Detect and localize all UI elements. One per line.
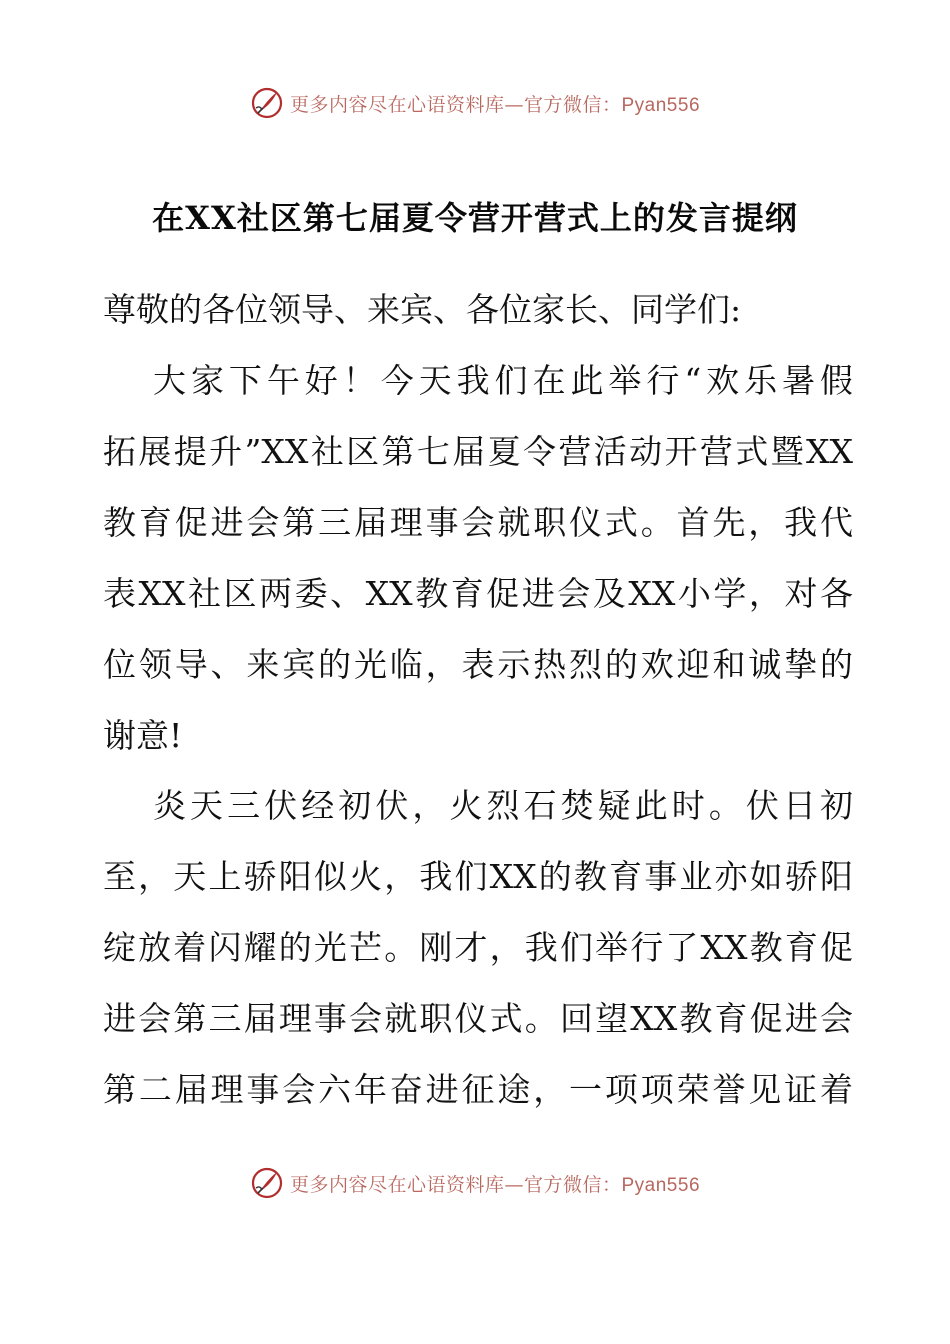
- footer-watermark: [0, 1163, 950, 1203]
- paragraph-line: 大家下午好！今天我们在此举行“欢乐暑假: [153, 361, 853, 400]
- watermark-wechat-id: Pyan556: [621, 1174, 701, 1196]
- watermark-text: 更多内容尽在心语资料库—官方微信：Pyan556: [289, 93, 701, 116]
- paragraph-1: [103, 345, 853, 771]
- salutation-line: 尊敬的各位领导、来宾、各位家长、同学们:: [103, 290, 742, 329]
- salutation: [103, 274, 853, 345]
- paragraph-line: 第二届理事会六年奋进征途，一项项荣誉见证着: [103, 1070, 853, 1109]
- watermark-wechat-id: Pyan556: [621, 94, 701, 116]
- paragraph-2: [103, 770, 853, 1125]
- quill-pen-logo-icon: [250, 86, 284, 120]
- paragraph-line: 谢意!: [103, 716, 183, 755]
- header-watermark: [0, 83, 950, 123]
- watermark-text: 更多内容尽在心语资料库—官方微信：Pyan556: [289, 1173, 701, 1196]
- paragraph-line: 表XX社区两委、XX教育促进会及XX小学，对各: [103, 574, 853, 613]
- paragraph-line: 教育促进会第三届理事会就职仪式。首先，我代: [103, 503, 853, 542]
- paragraph-line: 至，天上骄阳似火，我们XX的教育事业亦如骄阳: [103, 857, 853, 896]
- paragraph-line: 进会第三届理事会就职仪式。回望XX教育促进会: [103, 999, 853, 1038]
- paragraph-line: 绽放着闪耀的光芒。刚才，我们举行了XX教育促: [103, 928, 853, 967]
- document-title: 在XX社区第七届夏令营开营式上的发言提纲: [152, 199, 798, 237]
- paragraph-line: 炎天三伏经初伏，火烈石焚疑此时。伏日初: [153, 786, 853, 825]
- quill-pen-logo-icon: [250, 1166, 284, 1200]
- paragraph-line: 位领导、来宾的光临，表示热烈的欢迎和诚挚的: [103, 645, 853, 684]
- paragraph-line: 拓展提升”XX社区第七届夏令营活动开营式暨XX: [103, 432, 853, 471]
